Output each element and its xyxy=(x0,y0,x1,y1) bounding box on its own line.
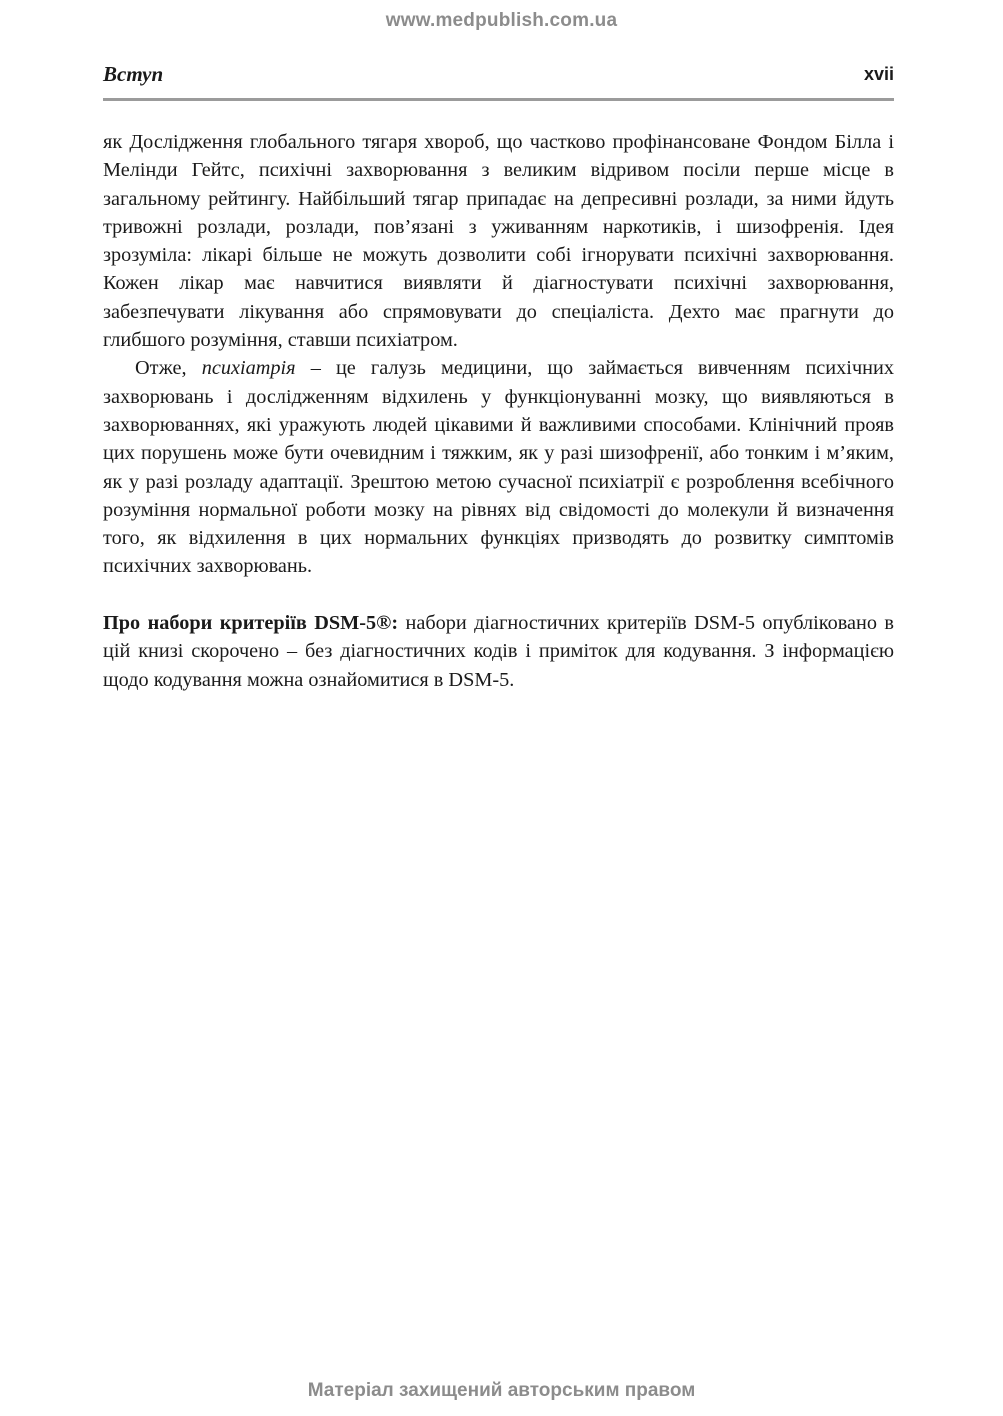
header-rule xyxy=(103,98,894,101)
paragraph-2 xyxy=(103,354,894,580)
source-watermark: www.medpublish.com.ua xyxy=(385,10,618,31)
paragraph-1: як Дослідження глобального тягаря хвороб, що частково профінансоване Фондом Білла і Мелінди Гейтс, психічні захворювання з великим відривом посіли перше місце в загальному рейтингу. Найбільший тягар припадає на депресивні розлади, за ними йдуть тривожні розлади, розлади, пов’язані з уживанням наркотиків, і шизофренія. Ідея зрозуміла: лікарі більше не можуть дозволити собі ігнорувати психічні захворювання. Кожен лікар має навчитися виявляти й діагностувати психічні захворювання, забезпечувати лікування або спрямовувати до спеціаліста. Дехто має прагнути до глибшого розуміння, ставши психіатром. xyxy=(103,131,894,352)
main-text xyxy=(103,128,894,694)
page-number: xvii xyxy=(863,64,894,84)
dsm-note-lead: Про набори критеріїв DSM-5®: xyxy=(103,612,399,635)
term-psychiatry: психіатрія xyxy=(201,357,296,380)
dsm-note xyxy=(103,609,894,694)
copyright-watermark: Матеріал захищений авторським правом xyxy=(307,1380,696,1401)
dsm-note-text: набори діагностичних критеріїв DSM-5 опубліковано в цій книзі скорочено – без діагностичних кодів і приміток для кодування. З інформацією щодо кодування можна ознайомитися в DSM-5. xyxy=(103,612,894,691)
paragraph-2-start: Отже, xyxy=(135,357,202,380)
paragraph-2-rest: – це галузь медицини, що займається вивченням психічних захворювань і дослідженням відхилень у функціонуванні мозку, що виявляються в захворюваннях, які уражують людей цікавими й важливими способами. Клінічний прояв цих порушень може бути очевидним і тяжким, як у разі шизофренії, або тонким і м’яким, як у разі розладу адаптації. Зрештою метою сучасної психіатрії є розроблення всебічного розуміння нормальної роботи мозку на рівнях від свідомості до молекули й визначення того, як відхилення в цих нормальних функціях призводять до розвитку симптомів психічних захворювань. xyxy=(103,357,894,578)
running-header xyxy=(103,62,894,92)
chapter-title: Вступ xyxy=(103,62,164,86)
